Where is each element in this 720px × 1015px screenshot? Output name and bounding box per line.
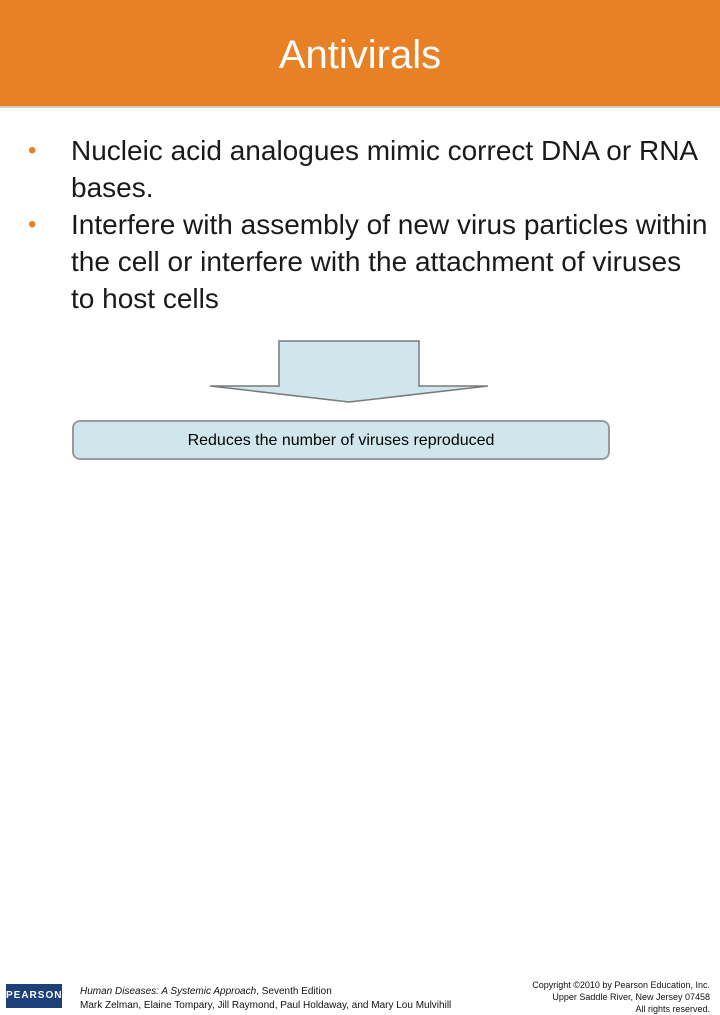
bullet-list — [28, 132, 708, 317]
book-citation — [80, 985, 451, 1013]
bullet-text: Interfere with assembly of new virus particles within the cell or interfere with the attachment of viruses to host cells — [71, 209, 708, 314]
bullet-dot-icon: • — [28, 137, 37, 164]
footer — [0, 480, 720, 1014]
copyright-line: Upper Saddle River, New Jersey 07458 — [552, 992, 710, 1002]
book-authors: Mark Zelman, Elaine Tompary, Jill Raymond, Paul Holdaway, and Mary Lou Mulvihill — [80, 1000, 452, 1011]
down-arrow-icon — [208, 340, 490, 404]
copyright-notice — [532, 979, 710, 1015]
title-divider — [0, 106, 720, 108]
bullet-text: Nucleic acid analogues mimic correct DNA or RNA bases. — [71, 135, 697, 203]
title-bar — [0, 0, 720, 106]
slide-title: Antivirals — [278, 33, 442, 77]
copyright-line: Copyright ©2010 by Pearson Education, Inc. — [532, 980, 710, 990]
book-title: Human Diseases: A Systemic Approach — [80, 986, 257, 997]
copyright-line: All rights reserved. — [635, 1004, 710, 1014]
pearson-logo: PEARSON — [6, 984, 62, 1008]
result-box — [72, 420, 610, 460]
book-edition: , Seventh Edition — [256, 986, 332, 997]
bullet-item — [28, 206, 708, 317]
result-text: Reduces the number of viruses reproduced — [187, 432, 495, 449]
bullet-dot-icon: • — [28, 211, 37, 238]
bullet-item — [28, 132, 708, 206]
